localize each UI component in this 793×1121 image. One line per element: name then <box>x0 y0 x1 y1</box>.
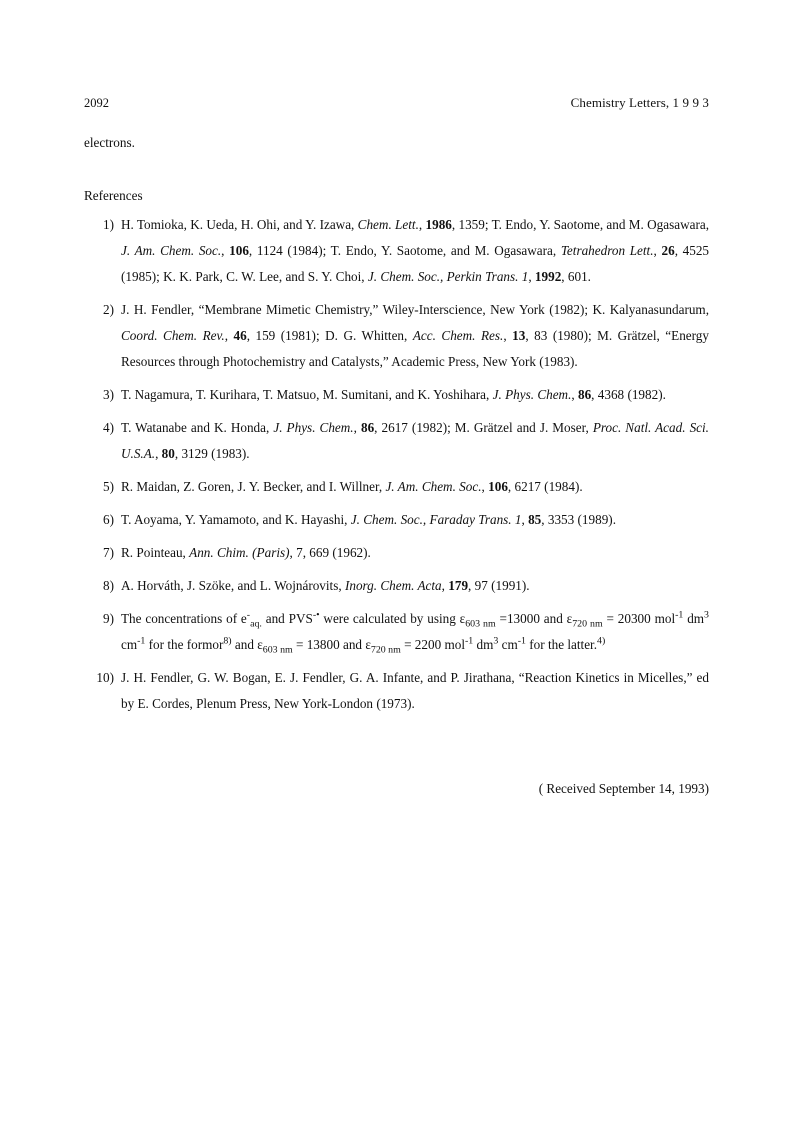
reference-segment: -1 <box>465 635 474 647</box>
reference-segment: 4) <box>597 635 606 647</box>
reference-segment: , 1124 (1984); T. Endo, Y. Saotome, and M. Ogasawara, <box>248 243 561 258</box>
reference-segment: Acc. Chem. Res. <box>412 328 504 343</box>
reference-segment: J. Chem. Soc., Perkin Trans. 1 <box>367 269 529 284</box>
reference-segment: -1 <box>675 609 684 621</box>
reference-segment: J. Phys. Chem. <box>492 387 572 402</box>
reference-text <box>121 545 371 560</box>
reference-segment: 603 nm <box>465 618 496 630</box>
reference-segment: , 1359; T. Endo, Y. Saotome, and M. Ogasawara, <box>451 217 709 232</box>
reference-segment: 3 <box>704 609 709 621</box>
reference-item <box>84 540 709 566</box>
received-date: ( Received September 14, 1993) <box>538 781 709 796</box>
reference-item <box>84 665 709 717</box>
page-number: 2092 <box>84 96 109 110</box>
reference-number: 2) <box>103 302 114 317</box>
reference-segment: , 3129 (1983). <box>174 446 250 461</box>
reference-item <box>84 606 709 658</box>
reference-segment: , 6217 (1984). <box>507 479 583 494</box>
reference-segment: , 3353 (1989). <box>541 512 616 527</box>
reference-segment: , <box>528 269 535 284</box>
reference-segment: T. Aoyama, Y. Yamamoto, and K. Hayashi, <box>121 512 351 527</box>
reference-segment: The concentrations of e <box>121 611 247 626</box>
references-heading: References <box>84 188 143 203</box>
reference-segment: 179 <box>448 578 469 593</box>
reference-segment: , 4525 (1985); K. K. Park, C. W. Lee, and S. Y. Choi, <box>121 243 710 284</box>
reference-segment: Ann. Chim. (Paris) <box>189 545 290 560</box>
reference-text <box>121 302 709 369</box>
reference-segment: , <box>221 243 230 258</box>
reference-segment: = 20300 mol <box>602 611 676 626</box>
reference-segment: Coord. Chem. Rev. <box>121 328 225 343</box>
reference-segment: 720 nm <box>572 618 603 630</box>
reference-segment: for the latter. <box>525 637 598 652</box>
reference-segment: , <box>571 387 578 402</box>
reference-segment: cm <box>498 637 518 652</box>
reference-segment: = 2200 mol <box>400 637 465 652</box>
reference-segment: , <box>441 578 449 593</box>
reference-segment: , <box>503 328 513 343</box>
reference-segment: cm <box>121 637 138 652</box>
reference-segment: -1 <box>517 635 526 647</box>
reference-item <box>84 212 709 290</box>
reference-number: 5) <box>103 479 114 494</box>
reference-item <box>84 382 709 408</box>
reference-number: 10) <box>96 670 114 685</box>
reference-item <box>84 507 709 533</box>
reference-segment: J. Chem. Soc., Faraday Trans. 1 <box>350 512 522 527</box>
reference-number: 6) <box>103 512 114 527</box>
reference-segment: 1992 <box>534 269 562 284</box>
reference-segment: R. Maidan, Z. Goren, J. Y. Becker, and I. Willner, <box>121 479 386 494</box>
reference-segment: 80 <box>161 446 175 461</box>
reference-segment: J. H. Fendler, G. W. Bogan, E. J. Fendler, G. A. Infante, and P. Jirathana, “Reaction Kinetics in Micelles,” ed by E. Cordes, Plenum Press, New York-London (1973). <box>121 670 709 711</box>
reference-segment: , 7, 669 (1962). <box>289 545 371 560</box>
reference-segment: Proc. Natl. Acad. Sci. U.S.A. <box>121 420 709 461</box>
reference-number: 9) <box>103 611 114 626</box>
reference-text <box>121 420 709 461</box>
reference-segment: aq. <box>250 618 262 630</box>
reference-item <box>84 573 709 599</box>
reference-number: 7) <box>103 545 114 560</box>
reference-segment: = 13800 and ε <box>292 637 371 652</box>
reference-segment: , <box>418 217 426 232</box>
reference-segment: 85 <box>528 512 542 527</box>
reference-segment: 86 <box>577 387 592 402</box>
reference-segment: -1 <box>137 635 146 647</box>
reference-segment: , <box>521 512 529 527</box>
reference-segment: - <box>246 609 251 621</box>
reference-segment: and PVS <box>261 611 313 626</box>
reference-segment: and ε <box>231 637 263 652</box>
reference-segment: T. Nagamura, T. Kurihara, T. Matsuo, M. Sumitani, and K. Yoshihara, <box>121 387 493 402</box>
reference-segment: Inorg. Chem. Acta <box>344 578 442 593</box>
reference-text <box>121 387 666 402</box>
reference-text <box>121 479 583 494</box>
reference-item <box>84 297 709 375</box>
reference-item <box>84 415 709 467</box>
reference-number: 3) <box>103 387 114 402</box>
reference-number: 8) <box>103 578 114 593</box>
journal-running-head: Chemistry Letters, 1 9 9 3 <box>570 95 709 110</box>
reference-text <box>121 670 709 711</box>
reference-segment: 46 <box>233 328 247 343</box>
reference-segment: , <box>224 328 234 343</box>
reference-segment: 86 <box>360 420 375 435</box>
reference-segment: 603 nm <box>262 644 293 656</box>
reference-segment: 3 <box>493 635 499 647</box>
reference-segment: , <box>481 479 489 494</box>
reference-segment: , <box>155 446 162 461</box>
reference-segment: =13000 and ε <box>495 611 573 626</box>
reference-segment: dm <box>683 611 705 626</box>
reference-number: 4) <box>103 420 114 435</box>
reference-text <box>121 609 709 656</box>
reference-text <box>121 512 616 527</box>
reference-segment: 13 <box>512 328 526 343</box>
reference-segment: , 4368 (1982). <box>591 387 666 402</box>
reference-segment: T. Watanabe and K. Honda, <box>121 420 274 435</box>
reference-segment: J. Am. Chem. Soc. <box>121 243 222 258</box>
reference-segment: 720 nm <box>370 644 401 656</box>
reference-segment: Chem. Lett. <box>357 217 419 232</box>
reference-number: 1) <box>103 217 114 232</box>
reference-segment: , 159 (1981); D. G. Whitten, <box>246 328 413 343</box>
reference-segment: J. H. Fendler, “Membrane Mimetic Chemistry,” Wiley-Interscience, New York (1982); K. Kalyanasundarum, <box>121 302 709 317</box>
reference-segment: , <box>653 243 662 258</box>
reference-segment: , 601. <box>561 269 591 284</box>
reference-segment: J. Phys. Chem. <box>273 420 354 435</box>
reference-segment: 1986 <box>425 217 452 232</box>
reference-segment: -• <box>312 609 320 621</box>
reference-text <box>121 217 709 284</box>
reference-segment: 106 <box>229 243 249 258</box>
references-list <box>84 212 709 724</box>
reference-segment: J. Am. Chem. Soc. <box>385 479 482 494</box>
reference-segment: Tetrahedron Lett. <box>560 243 654 258</box>
reference-segment: R. Pointeau, <box>121 545 190 560</box>
reference-segment: dm <box>473 637 494 652</box>
reference-segment: 26 <box>661 243 675 258</box>
reference-segment: , 2617 (1982); M. Grätzel and J. Moser, <box>374 420 593 435</box>
reference-segment: A. Horváth, J. Szöke, and L. Wojnárovits, <box>121 578 345 593</box>
reference-text <box>121 578 530 593</box>
intro-text: electrons. <box>84 135 135 150</box>
reference-segment: 106 <box>488 479 508 494</box>
reference-item <box>84 474 709 500</box>
reference-segment: , 97 (1991). <box>468 578 530 593</box>
reference-segment: for the formor <box>145 637 224 652</box>
reference-segment: , <box>353 420 361 435</box>
reference-segment: , 83 (1980); M. Grätzel, “Energy Resources through Photochemistry and Catalysts,” Academic Press, New York (1983). <box>121 328 709 369</box>
reference-segment: 8) <box>223 635 232 647</box>
reference-segment: were calculated by using ε <box>319 611 466 626</box>
reference-segment: H. Tomioka, K. Ueda, H. Ohi, and Y. Izawa, <box>121 217 358 232</box>
